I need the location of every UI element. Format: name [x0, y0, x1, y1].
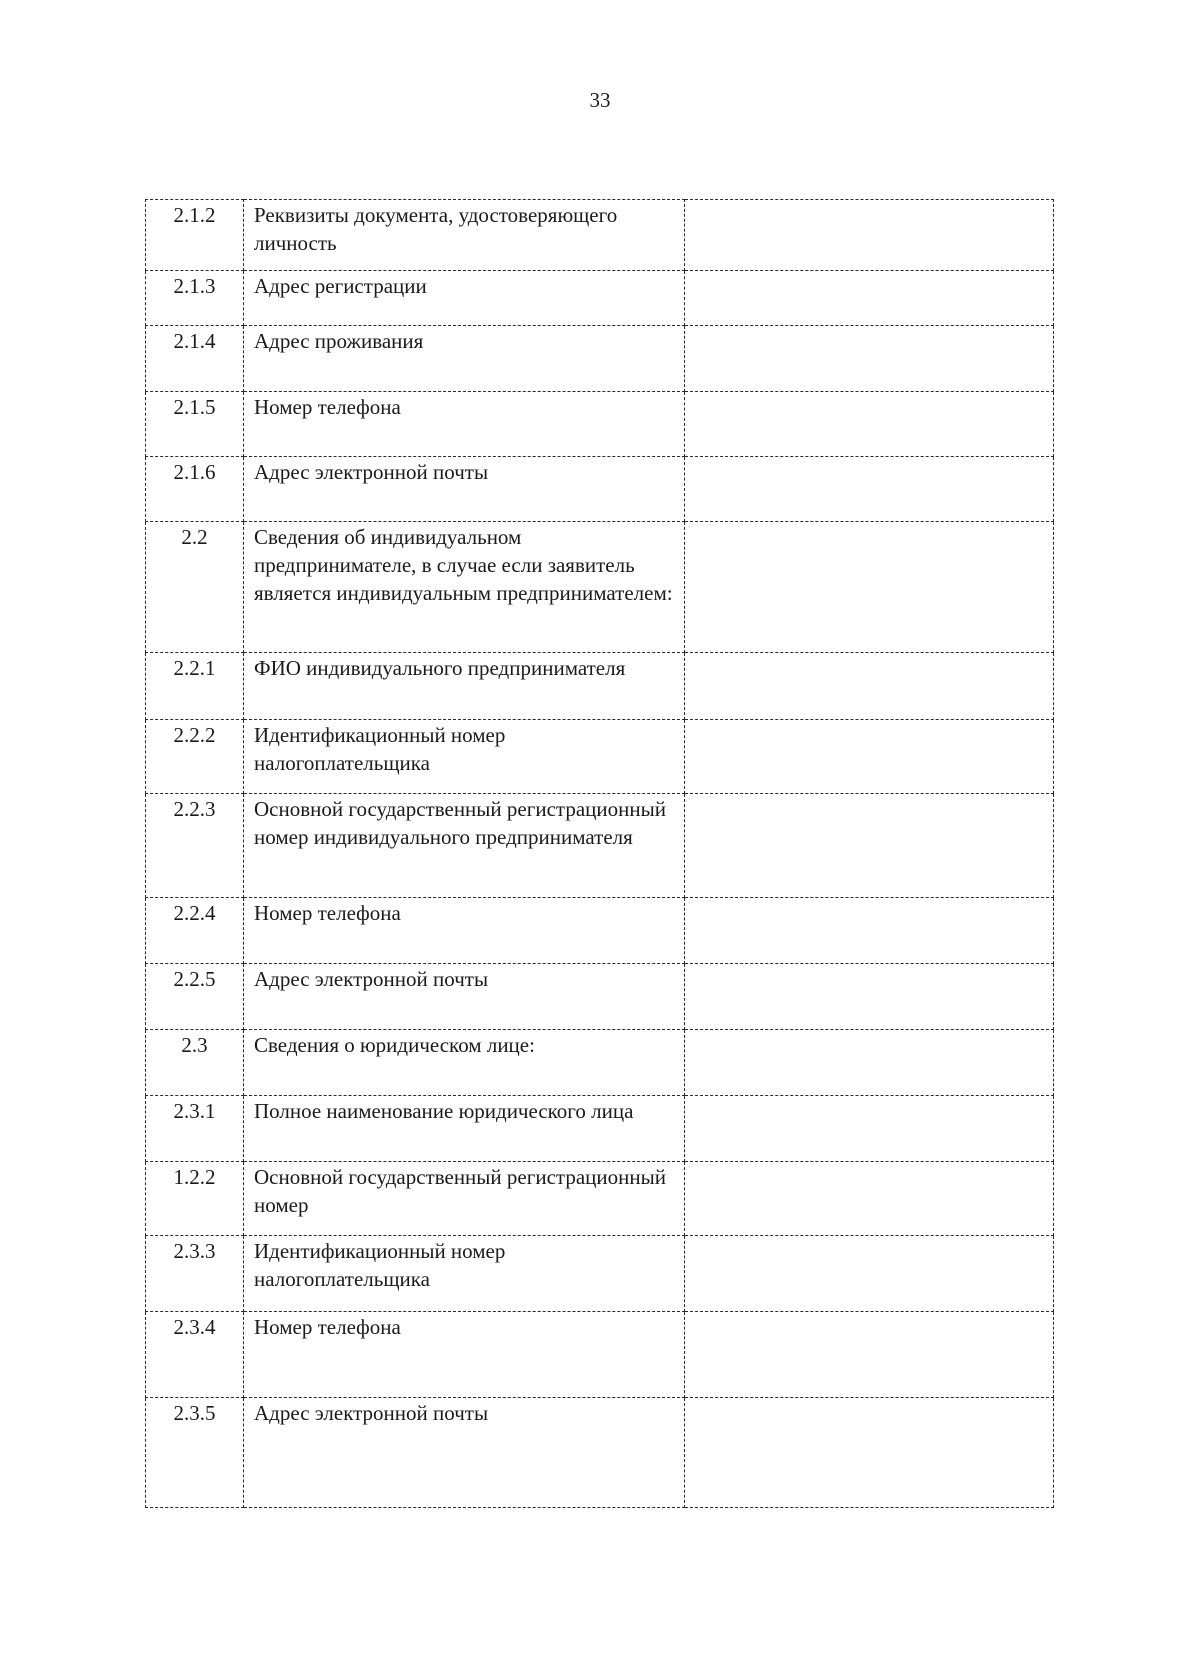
- row-number: 2.2.4: [146, 898, 244, 964]
- table-row: [146, 653, 1054, 720]
- row-number: 1.2.2: [146, 1162, 244, 1236]
- row-number: 2.2.2: [146, 720, 244, 794]
- table-row: [146, 1096, 1054, 1162]
- row-label: Номер телефона: [244, 392, 685, 457]
- table-row: [146, 720, 1054, 794]
- row-number: 2.3: [146, 1030, 244, 1096]
- table-row: [146, 457, 1054, 522]
- table-row: [146, 271, 1054, 326]
- row-number: 2.1.4: [146, 326, 244, 392]
- row-value-cell: [685, 1030, 1054, 1096]
- row-label: Номер телефона: [244, 1312, 685, 1398]
- row-value-cell: [685, 1236, 1054, 1312]
- row-number: 2.2.3: [146, 794, 244, 898]
- row-label: Номер телефона: [244, 898, 685, 964]
- row-label: Полное наименование юридического лица: [244, 1096, 685, 1162]
- row-value-cell: [685, 964, 1054, 1030]
- row-label: Адрес электронной почты: [244, 457, 685, 522]
- row-number: 2.3.4: [146, 1312, 244, 1398]
- row-label: Адрес электронной почты: [244, 1398, 685, 1508]
- table-row: [146, 964, 1054, 1030]
- row-label: Идентификационный номер налогоплательщика: [244, 1236, 685, 1312]
- row-number: 2.3.5: [146, 1398, 244, 1508]
- row-number: 2.1.5: [146, 392, 244, 457]
- row-value-cell: [685, 200, 1054, 271]
- row-label: Реквизиты документа, удостоверяющего личность: [244, 200, 685, 271]
- row-value-cell: [685, 326, 1054, 392]
- row-value-cell: [685, 720, 1054, 794]
- row-value-cell: [685, 1398, 1054, 1508]
- row-number: 2.1.3: [146, 271, 244, 326]
- row-label: Сведения о юридическом лице:: [244, 1030, 685, 1096]
- table-row: [146, 1162, 1054, 1236]
- row-label: Адрес регистрации: [244, 271, 685, 326]
- table-row: [146, 200, 1054, 271]
- row-label: Адрес проживания: [244, 326, 685, 392]
- row-value-cell: [685, 392, 1054, 457]
- table-row: [146, 326, 1054, 392]
- table-row: [146, 522, 1054, 653]
- row-value-cell: [685, 794, 1054, 898]
- row-label: Сведения об индивидуальном предпринимателе, в случае если заявитель является индивидуальным предпринимателем:: [244, 522, 685, 653]
- table-row: [146, 1030, 1054, 1096]
- table-row: [146, 898, 1054, 964]
- table-row: [146, 1312, 1054, 1398]
- applicant-details-table: [145, 199, 1054, 1508]
- row-value-cell: [685, 898, 1054, 964]
- row-value-cell: [685, 457, 1054, 522]
- row-label: Основной государственный регистрационный номер индивидуального предпринимателя: [244, 794, 685, 898]
- table-row: [146, 392, 1054, 457]
- row-value-cell: [685, 522, 1054, 653]
- row-number: 2.3.1: [146, 1096, 244, 1162]
- row-value-cell: [685, 1312, 1054, 1398]
- table-row: [146, 1236, 1054, 1312]
- row-label: ФИО индивидуального предпринимателя: [244, 653, 685, 720]
- row-number: 2.1.2: [146, 200, 244, 271]
- page-number: 33: [589, 88, 611, 112]
- row-label: Основной государственный регистрационный номер: [244, 1162, 685, 1236]
- row-number: 2.2: [146, 522, 244, 653]
- row-number: 2.3.3: [146, 1236, 244, 1312]
- row-label: Идентификационный номер налогоплательщика: [244, 720, 685, 794]
- row-label: Адрес электронной почты: [244, 964, 685, 1030]
- row-number: 2.1.6: [146, 457, 244, 522]
- row-number: 2.2.5: [146, 964, 244, 1030]
- row-value-cell: [685, 653, 1054, 720]
- table-row: [146, 794, 1054, 898]
- row-value-cell: [685, 271, 1054, 326]
- table-row: [146, 1398, 1054, 1508]
- row-value-cell: [685, 1096, 1054, 1162]
- row-value-cell: [685, 1162, 1054, 1236]
- row-number: 2.2.1: [146, 653, 244, 720]
